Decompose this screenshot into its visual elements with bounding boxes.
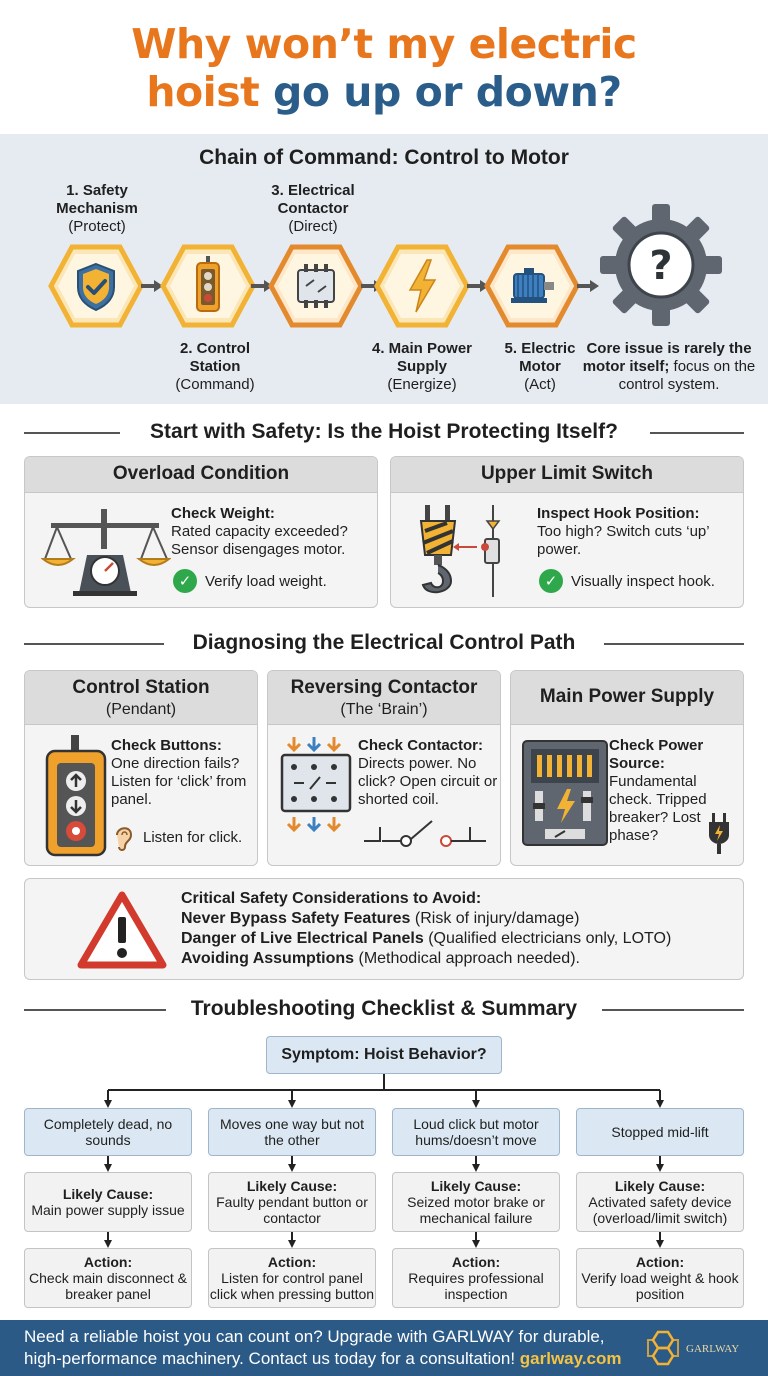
core-issue-rest: focus on the control system.	[618, 358, 756, 393]
warning-triangle-icon	[77, 891, 167, 969]
cause-text: Activated safety device (overload/limit switch)	[588, 1194, 732, 1226]
upper-limit-verify	[539, 569, 715, 593]
main-power-check-text: Fundamental check. Tripped breaker? Lost phase?	[609, 773, 707, 844]
upper-limit-card	[390, 456, 744, 608]
chain-of-command-panel	[0, 134, 768, 404]
control-station-card	[24, 670, 258, 866]
warning-item-2-bold: Danger of Live Electrical Panels	[181, 930, 424, 947]
reversing-contactor-title: Reversing Contactor	[290, 677, 478, 698]
lightning-icon	[374, 244, 470, 328]
action-label: Action:	[267, 1254, 317, 1270]
checklist-heading-text: Troubleshooting Checklist & Summary	[190, 997, 578, 1020]
listen-hint-text: Listen for click.	[143, 828, 243, 846]
reversing-contactor-check-text: Directs power. No click? Open circuit or shorted coil.	[358, 755, 498, 808]
gear-question-icon	[596, 200, 726, 330]
reversing-contactor-card-title	[268, 671, 500, 725]
contactor-icon	[276, 733, 356, 833]
symptom-node: Loud click but motor hums/doesn’t move	[392, 1108, 560, 1156]
reversing-contactor-check-title: Check Contactor:	[358, 737, 484, 754]
cause-node	[392, 1172, 560, 1232]
title-line1: Why won’t my electric	[131, 20, 637, 68]
core-issue-bold: Core issue is rarely the motor itself;	[582, 340, 752, 375]
cause-label: Likely Cause:	[430, 1178, 522, 1194]
ear-icon	[113, 823, 135, 851]
breaker-panel-icon	[521, 737, 609, 849]
listen-hint	[113, 823, 242, 851]
upper-limit-verify-text: Visually inspect hook.	[571, 572, 715, 590]
garlway-logo	[646, 1328, 746, 1368]
overload-card-title: Overload Condition	[25, 457, 377, 493]
cause-label: Likely Cause:	[62, 1186, 154, 1202]
warning-heading: Critical Safety Considerations to Avoid:	[181, 890, 482, 907]
cause-node	[576, 1172, 744, 1232]
warning-item-3-rest: (Methodical approach needed).	[354, 950, 580, 967]
safety-heading-text: Start with Safety: Is the Hoist Protecting Itself?	[150, 420, 618, 443]
main-power-card	[510, 670, 744, 866]
critical-safety-box	[24, 878, 744, 980]
step-3-label	[253, 182, 373, 236]
checklist-section-heading	[0, 994, 768, 1024]
contactor-icon	[268, 244, 364, 328]
footer-cta: Need a reliable hoist you can count on? Upgrade with GARLWAY for durable, high-performance machinery. Contact us today for a consultation!	[24, 1327, 605, 1368]
control-station-check-text: One direction fails? Listen for ‘click’ from panel.	[111, 755, 247, 808]
shield-check-icon	[48, 244, 144, 328]
action-node	[576, 1248, 744, 1308]
switch-symbol-icon	[360, 811, 490, 853]
logo-text: GARLWAY	[686, 1343, 740, 1355]
step-1-name: 1. Safety Mechanism	[56, 182, 138, 217]
reversing-contactor-check	[358, 737, 500, 809]
cause-text: Seized motor brake or mechanical failure	[407, 1194, 545, 1226]
warning-item-1-rest: (Risk of injury/damage)	[410, 910, 580, 927]
control-station-title: Control Station	[72, 677, 210, 698]
overload-check-text: Rated capacity exceeded? Sensor disengages motor.	[171, 523, 348, 558]
step-5-name: 5. Electric Motor	[504, 340, 576, 375]
upper-limit-check	[537, 505, 741, 559]
step-3-name: 3. Electrical Contactor	[271, 182, 355, 217]
action-node	[392, 1248, 560, 1308]
symptom-root-node: Symptom: Hoist Behavior?	[266, 1036, 502, 1074]
core-issue-note	[574, 340, 764, 394]
footer-banner	[0, 1320, 768, 1376]
control-station-check	[111, 737, 257, 809]
action-label: Action:	[635, 1254, 685, 1270]
page-title	[0, 20, 768, 116]
check-icon: ✓	[173, 569, 197, 593]
warning-item-2-rest: (Qualified electricians only, LOTO)	[423, 930, 672, 947]
cause-node	[24, 1172, 192, 1232]
overload-card	[24, 456, 378, 608]
symptom-node: Completely dead, no sounds	[24, 1108, 192, 1156]
critical-safety-text	[181, 889, 671, 969]
main-power-check-title: Check Power Source:	[609, 737, 704, 772]
step-5-role: (Act)	[524, 376, 556, 393]
footer-link[interactable]: garlway.com	[519, 1349, 622, 1368]
cause-node	[208, 1172, 376, 1232]
cause-label: Likely Cause:	[614, 1178, 706, 1194]
step-1-label	[37, 182, 157, 236]
step-2-label	[155, 340, 275, 394]
main-power-card-title	[511, 671, 743, 725]
step-4-label	[362, 340, 482, 394]
pendant-icon	[160, 244, 256, 328]
cause-text: Main power supply issue	[31, 1202, 185, 1218]
action-text: Check main disconnect & breaker panel	[29, 1270, 187, 1302]
action-text: Requires professional inspection	[408, 1270, 544, 1302]
action-text: Verify load weight & hook position	[581, 1270, 739, 1302]
hook-icon	[411, 501, 511, 601]
chain-heading: Chain of Command: Control to Motor	[199, 146, 569, 169]
symptom-node: Moves one way but not the other	[208, 1108, 376, 1156]
step-2-name: 2. Control Station	[180, 340, 250, 375]
upper-limit-check-title: Inspect Hook Position:	[537, 505, 700, 522]
overload-verify	[173, 569, 327, 593]
step-2-role: (Command)	[175, 376, 255, 393]
control-station-card-title	[25, 671, 257, 725]
reversing-contactor-card	[267, 670, 501, 866]
action-label: Action:	[451, 1254, 501, 1270]
check-icon: ✓	[539, 569, 563, 593]
step-4-name: 4. Main Power Supply	[371, 340, 473, 375]
overload-verify-text: Verify load weight.	[205, 572, 327, 590]
footer-text	[24, 1326, 624, 1370]
reversing-contactor-subtitle: (The ‘Brain’)	[340, 701, 428, 718]
action-node	[24, 1248, 192, 1308]
electrical-section-heading	[0, 628, 768, 658]
cause-label: Likely Cause:	[246, 1178, 338, 1194]
control-station-check-title: Check Buttons:	[111, 737, 222, 754]
control-station-subtitle: (Pendant)	[105, 701, 177, 718]
svg-text:?: ?	[649, 243, 673, 289]
motor-icon	[484, 244, 580, 328]
title-line2-orange: hoist	[146, 68, 274, 116]
overload-check	[171, 505, 371, 559]
upper-limit-check-text: Too high? Switch cuts ‘up’ power.	[537, 523, 710, 558]
safety-section-heading	[0, 417, 768, 447]
action-text: Listen for control panel click when pressing button	[209, 1270, 375, 1302]
step-3-role: (Direct)	[288, 218, 338, 235]
symptom-node: Stopped mid-lift	[576, 1108, 744, 1156]
step-4-role: (Energize)	[387, 376, 457, 393]
main-power-title: Main Power Supply	[539, 686, 715, 707]
electrical-heading-text: Diagnosing the Electrical Control Path	[192, 631, 576, 654]
warning-item-3-bold: Avoiding Assumptions	[181, 950, 355, 967]
warning-item-1-bold: Never Bypass Safety Features	[181, 910, 411, 927]
upper-limit-card-title: Upper Limit Switch	[391, 457, 743, 493]
plug-icon	[705, 811, 733, 855]
action-node	[208, 1248, 376, 1308]
cause-text: Faulty pendant button or contactor	[216, 1194, 368, 1226]
action-label: Action:	[83, 1254, 133, 1270]
scale-icon	[41, 505, 171, 597]
overload-check-title: Check Weight:	[171, 505, 275, 522]
step-1-role: (Protect)	[68, 218, 126, 235]
pendant-icon	[41, 733, 111, 859]
title-line2-blue: go up or down?	[273, 68, 622, 116]
